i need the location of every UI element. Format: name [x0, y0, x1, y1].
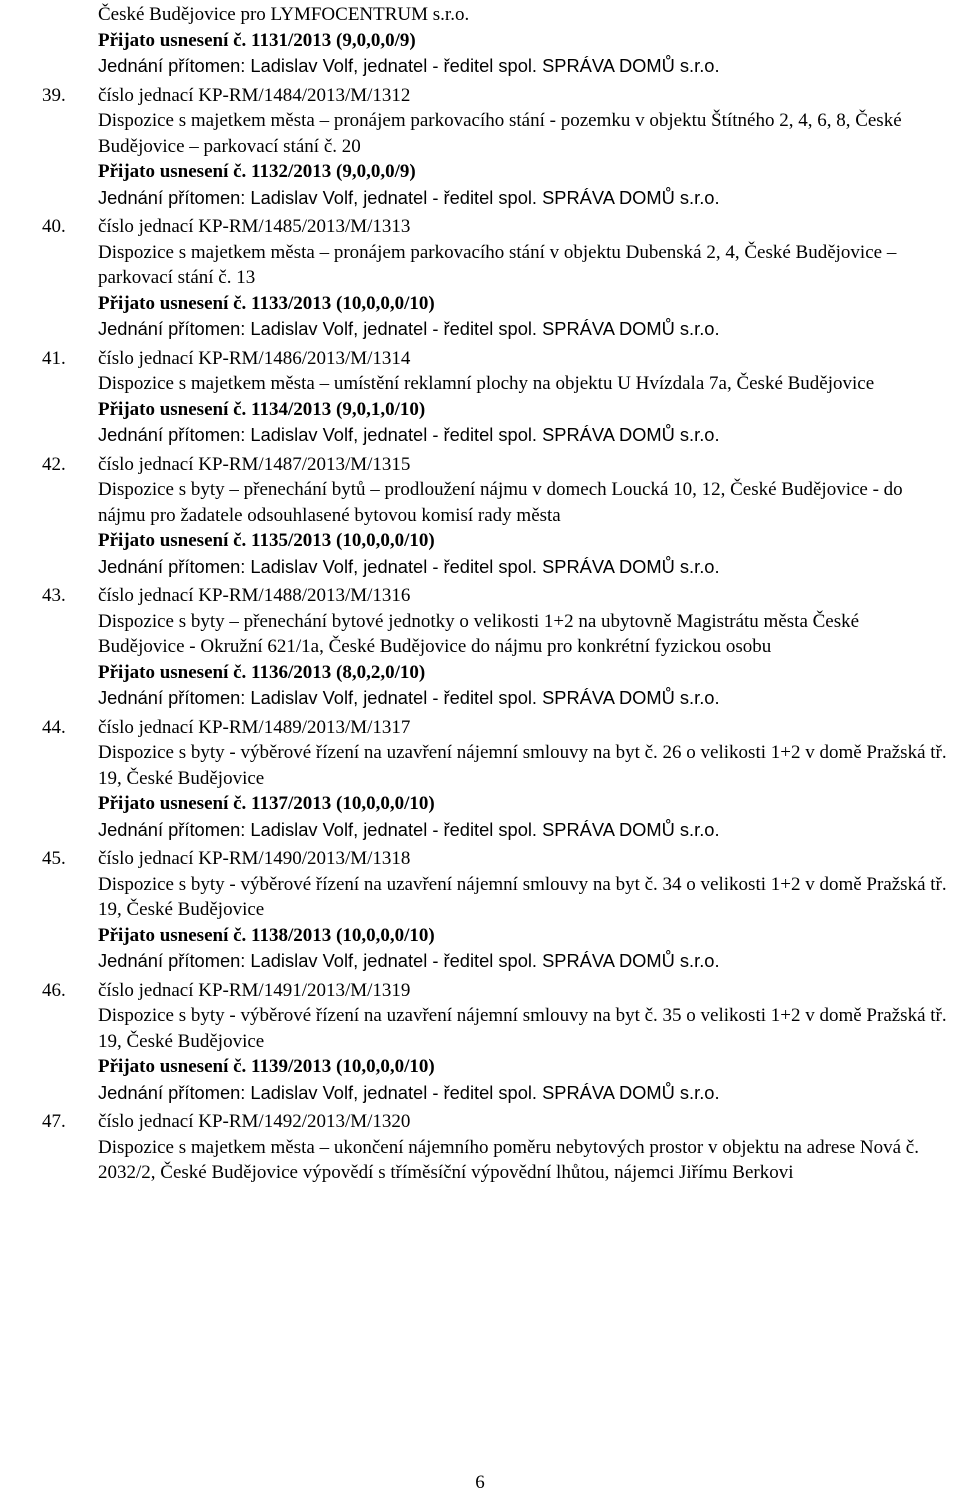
item-ref: číslo jednací KP-RM/1484/2013/M/1312 — [98, 84, 411, 106]
item-38-fragment — [0, 2, 960, 79]
item-42 — [0, 452, 960, 580]
item-40 — [0, 214, 960, 342]
item-ref: číslo jednací KP-RM/1492/2013/M/1320 — [98, 1111, 411, 1132]
item-number: 41. — [42, 347, 66, 369]
item-present: Jednání přítomen: Ladislav Volf, jednatel - ředitel spol. SPRÁVA DOMŮ s.r.o. — [98, 687, 720, 708]
item-number: 45. — [42, 848, 66, 869]
item-resolution: Přijato usnesení č. 1138/2013 (10,0,0,0/10) — [98, 924, 435, 946]
item-desc: Dispozice s byty - výběrové řízení na uzavření nájemní smlouvy na byt č. 26 o velikosti 1+2 v domě Pražská tř. 19, České Budějovice — [98, 742, 947, 789]
item-ref: číslo jednací KP-RM/1486/2013/M/1314 — [98, 347, 411, 369]
item-46 — [0, 978, 960, 1106]
item-present: Jednání přítomen: Ladislav Volf, jednatel - ředitel spol. SPRÁVA DOMŮ s.r.o. — [98, 1081, 720, 1103]
item-desc-continuation: České Budějovice pro LYMFOCENTRUM s.r.o. — [98, 4, 470, 25]
item-desc: Dispozice s byty - výběrové řízení na uzavření nájemní smlouvy na byt č. 35 o velikosti 1+2 v domě Pražská tř. 19, České Budějovice — [98, 1005, 947, 1052]
item-desc: Dispozice s byty - výběrové řízení na uzavření nájemní smlouvy na byt č. 34 o velikosti 1+2 v domě Pražská tř. 19, České Budějovice — [98, 873, 947, 920]
document-content — [0, 2, 960, 1186]
item-ref: číslo jednací KP-RM/1490/2013/M/1318 — [98, 848, 411, 869]
item-resolution: Přijato usnesení č. 1131/2013 (9,0,0,0/9) — [98, 29, 416, 51]
item-desc: Dispozice s majetkem města – pronájem parkovacího stání - pozemku v objektu Štítného 2, 4, 6, 8, České Budějovice – parkovací stání č. 20 — [98, 110, 902, 157]
item-ref: číslo jednací KP-RM/1485/2013/M/1313 — [98, 216, 411, 237]
item-resolution: Přijato usnesení č. 1134/2013 (9,0,1,0/10) — [98, 398, 426, 420]
item-present: Jednání přítomen: Ladislav Volf, jednatel - ředitel spol. SPRÁVA DOMŮ s.r.o. — [98, 55, 720, 76]
item-number: 42. — [42, 453, 66, 475]
item-resolution: Přijato usnesení č. 1133/2013 (10,0,0,0/10) — [98, 292, 435, 314]
item-present: Jednání přítomen: Ladislav Volf, jednatel - ředitel spol. SPRÁVA DOMŮ s.r.o. — [98, 424, 720, 445]
item-present: Jednání přítomen: Ladislav Volf, jednatel - ředitel spol. SPRÁVA DOMŮ s.r.o. — [98, 950, 720, 971]
item-desc: Dispozice s byty – přenechání bytové jednotky o velikosti 1+2 na ubytovně Magistrátu města České Budějovice - Okružní 621/1a, České Budějovice do nájmu pro konkrétní fyzickou osobu — [98, 610, 860, 657]
item-desc: Dispozice s byty – přenechání bytů – prodloužení nájmu v domech Loucká 10, 12, České Budějovice - do nájmu pro žadatele odsouhlasené bytovou komisí rady města — [98, 479, 903, 526]
item-39 — [0, 83, 960, 211]
item-present: Jednání přítomen: Ladislav Volf, jednatel - ředitel spol. SPRÁVA DOMŮ s.r.o. — [98, 318, 720, 339]
item-resolution: Přijato usnesení č. 1137/2013 (10,0,0,0/10) — [98, 793, 435, 814]
item-number: 47. — [42, 1111, 66, 1132]
item-ref: číslo jednací KP-RM/1487/2013/M/1315 — [98, 453, 411, 475]
item-45 — [0, 846, 960, 974]
item-desc: Dispozice s majetkem města – umístění reklamní plochy na objektu U Hvízdala 7a, České Budějovice — [98, 373, 875, 394]
item-47 — [0, 1109, 960, 1186]
item-41 — [0, 346, 960, 448]
item-43 — [0, 583, 960, 711]
item-44 — [0, 715, 960, 843]
item-resolution: Přijato usnesení č. 1136/2013 (8,0,2,0/10) — [98, 661, 426, 683]
page-number: 6 — [475, 1472, 485, 1493]
item-desc: Dispozice s majetkem města – ukončení nájemního poměru nebytových prostor v objektu na adrese Nová č. 2032/2, České Budějovice výpovědí s tříměsíční výpovědní lhůtou, nájemci Jiřímu Berkovi — [98, 1136, 919, 1183]
item-ref: číslo jednací KP-RM/1489/2013/M/1317 — [98, 716, 411, 738]
item-number: 43. — [42, 585, 66, 606]
item-present: Jednání přítomen: Ladislav Volf, jednatel - ředitel spol. SPRÁVA DOMŮ s.r.o. — [98, 818, 720, 840]
item-number: 44. — [42, 716, 66, 738]
item-number: 39. — [42, 84, 66, 106]
item-resolution: Přijato usnesení č. 1132/2013 (9,0,0,0/9) — [98, 161, 416, 182]
item-desc: Dispozice s majetkem města – pronájem parkovacího stání v objektu Dubenská 2, 4, České Budějovice – parkovací stání č. 13 — [98, 241, 897, 288]
item-resolution: Přijato usnesení č. 1139/2013 (10,0,0,0/10) — [98, 1056, 435, 1077]
item-number: 40. — [42, 216, 66, 237]
item-ref: číslo jednací KP-RM/1488/2013/M/1316 — [98, 585, 411, 606]
item-ref: číslo jednací KP-RM/1491/2013/M/1319 — [98, 979, 411, 1001]
item-present: Jednání přítomen: Ladislav Volf, jednatel - ředitel spol. SPRÁVA DOMŮ s.r.o. — [98, 555, 720, 577]
item-resolution: Přijato usnesení č. 1135/2013 (10,0,0,0/10) — [98, 530, 435, 551]
item-number: 46. — [42, 979, 66, 1001]
item-present: Jednání přítomen: Ladislav Volf, jednatel - ředitel spol. SPRÁVA DOMŮ s.r.o. — [98, 186, 720, 208]
